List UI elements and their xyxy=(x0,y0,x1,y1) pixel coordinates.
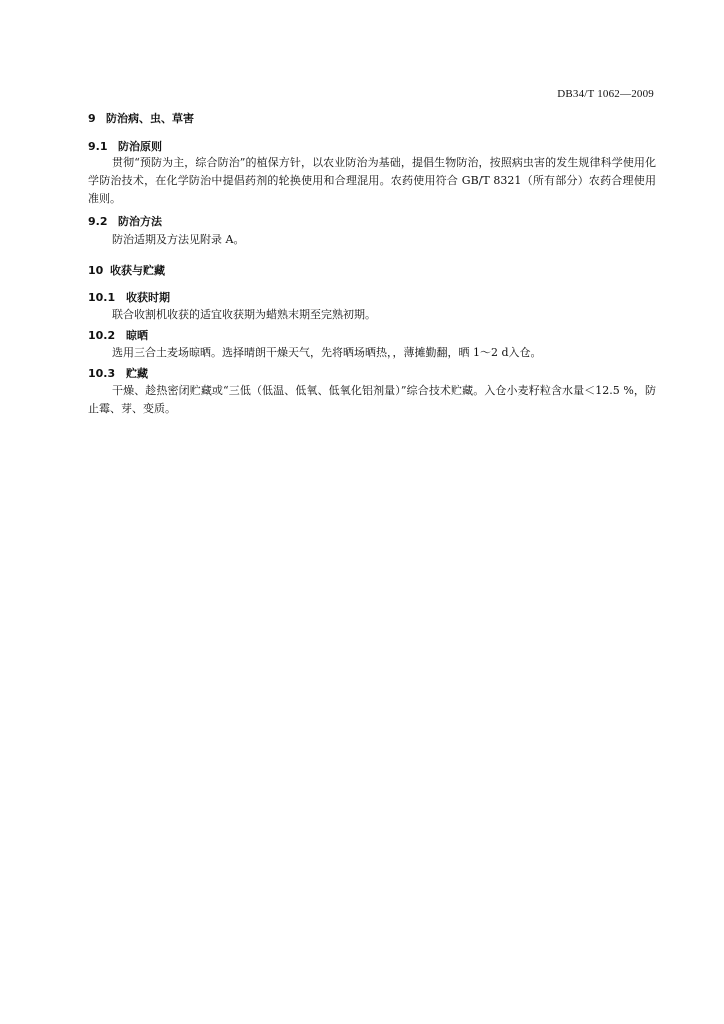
section-10-heading xyxy=(88,263,165,278)
section-title: 收获时期 xyxy=(126,291,170,304)
paragraph-10-3: 干燥、趁热密闭贮藏或“三低（低温、低氧、低氧化铝剂量）”综合技术贮藏。入仓小麦籽粒含水量＜12.5 %，防止霉、芽、变质。 xyxy=(88,384,656,415)
section-title: 贮藏 xyxy=(126,367,148,380)
section-title: 防治原则 xyxy=(118,140,162,153)
section-10-3-heading xyxy=(88,366,148,381)
section-10-2-heading xyxy=(88,328,148,343)
section-title: 收获与贮藏 xyxy=(110,264,165,277)
paragraph-9-1: 贯彻“预防为主，综合防治”的植保方针，以农业防治为基础，提倡生物防治，按照病虫害的发生规律科学使用化学防治技术，在化学防治中提倡药剂的轮换使用和合理混用。农药使用符合 GB/T 8321（所有部分）农药合理使用准则。 xyxy=(88,156,656,205)
section-9-1-heading xyxy=(88,139,162,154)
section-number: 10.1 xyxy=(88,291,116,304)
section-number: 9 xyxy=(88,112,96,125)
section-10-1-heading xyxy=(88,290,170,305)
section-number: 9.1 xyxy=(88,140,108,153)
document-code: DB34/T 1062—2009 xyxy=(557,88,654,100)
section-number: 10.3 xyxy=(88,367,116,380)
section-number: 10.2 xyxy=(88,329,116,342)
paragraph-10-2: 选用三合土麦场晾晒。选择晴朗干燥天气，先将晒场晒热，，薄摊勤翻，晒 1～2 d入仓。 xyxy=(112,346,542,359)
section-number: 10 xyxy=(88,264,104,277)
paragraph-10-1: 联合收割机收获的适宜收获期为蜡熟末期至完熟初期。 xyxy=(112,308,376,321)
paragraph-9-2: 防治适期及方法见附录 A。 xyxy=(112,233,245,246)
section-number: 9.2 xyxy=(88,215,108,228)
section-title: 防治方法 xyxy=(118,215,162,228)
section-title: 防治病、虫、草害 xyxy=(106,112,194,125)
section-title: 晾晒 xyxy=(126,329,148,342)
section-9-2-heading xyxy=(88,214,162,229)
section-9-heading xyxy=(88,111,194,126)
